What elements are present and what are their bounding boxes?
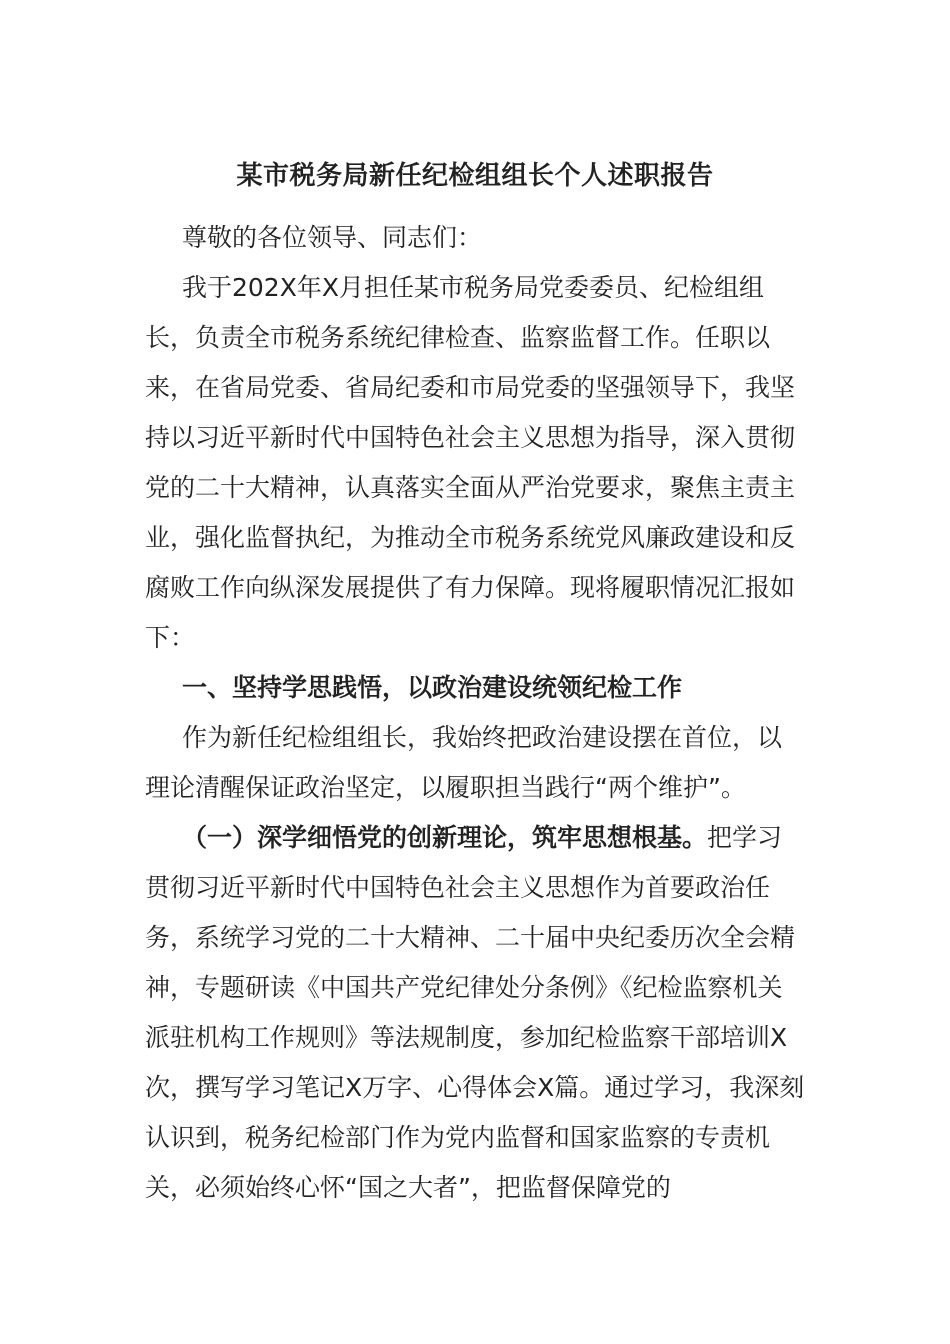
intro-paragraph: 我于202X年X月担任某市税务局党委委员、纪检组组长，负责全市税务系统纪律检查、监察监督工作。任职以来，在省局党委、省局纪委和市局党委的坚强领导下，我坚持以习近平新时代中国特色社会主义思想为指导，深入贯彻党的二十大精神，认真落实全面从严治党要求，聚焦主责主业，强化监督执纪，为推动全市税务系统党风廉政建设和反腐败工作向纵深发展提供了有力保障。现将履职情况汇报如下： xyxy=(145,273,796,652)
section-1-heading: 一、坚持学思践悟，以政治建设统领纪检工作 xyxy=(182,673,683,702)
salutation: 尊敬的各位领导、同志们： xyxy=(182,223,483,252)
section-1-intro: 作为新任纪检组组长，我始终把政治建设摆在首位，以理论清醒保证政治坚定，以履职担当践行“两个维护”。 xyxy=(145,723,783,802)
item-1-body: 把学习贯彻习近平新时代中国特色社会主义思想作为首要政治任务，系统学习党的二十大精神、二十届中央纪委历次全会精神，专题研读《中国共产党纪律处分条例》《纪检监察机关派驻机构工作规则》等法规制度，参加纪检监察干部培训X次，撰写学习笔记X万字、心得体会X篇。通过学习，我深刻认识到，税务纪检部门作为党内监督和国家监察的专责机关，必须始终心怀“国之大者”，把监督保障党的 xyxy=(145,823,805,1202)
item-1-paragraph xyxy=(145,813,805,1213)
item-1-heading: （一）深学细悟党的创新理论，筑牢思想根基。 xyxy=(182,823,708,852)
document-body xyxy=(145,213,805,1213)
document-title: 某市税务局新任纪检组组长个人述职报告 xyxy=(236,161,714,191)
